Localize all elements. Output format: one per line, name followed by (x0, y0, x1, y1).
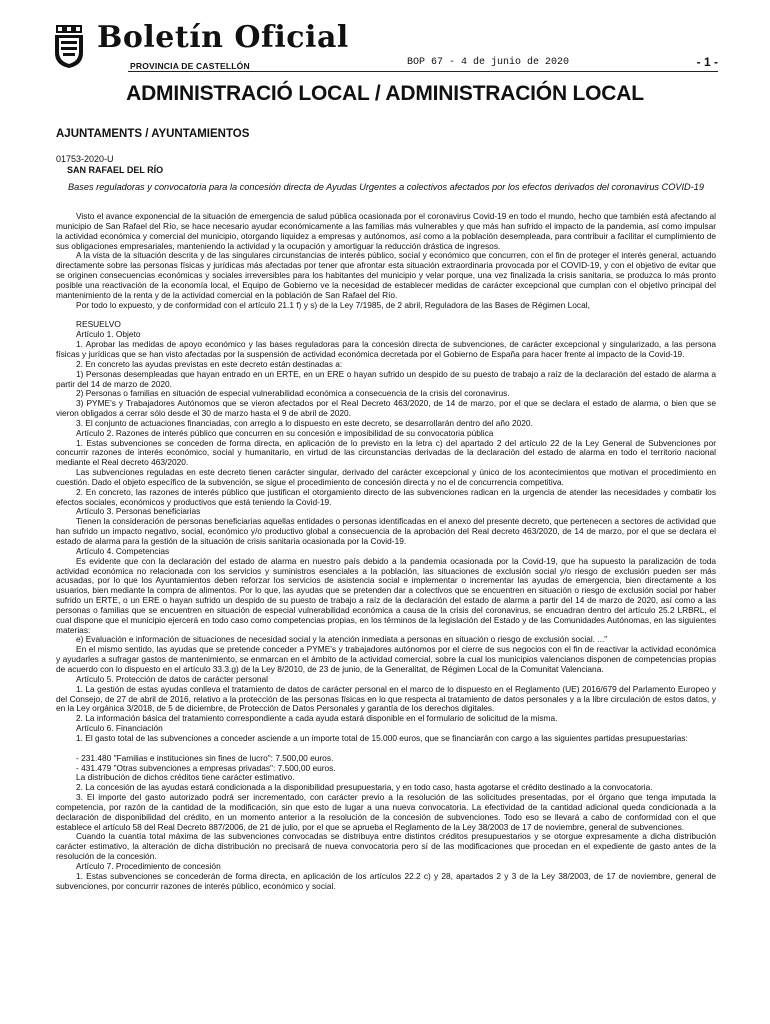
section-title: ADMINISTRACIÓ LOCAL / ADMINISTRACIÓN LOCAL (126, 82, 644, 105)
paragraph: 1. La gestión de estas ayudas conlleva el tratamiento de datos de carácter personal en el marco de lo dispuesto en el Reglamento (UE) 2016/679 del Parlamento Europeo y del Consejo, de 27 de abril de 2016, relativo a la protección de las personas físicas en lo que respecta al tratamiento de datos personales y a la libre circulación de estos datos, y en la Ley orgánica 3/2018, de 5 de diciembre, de Protección de Datos Personales y garantía de los derechos digitales. (56, 683, 716, 714)
page-number: - 1 - (696, 55, 718, 69)
paragraph: 1. El gasto total de las subvenciones a conceder asciende a un importe total de 15.000 euros, que se financiarán con cargo a las siguientes partidas presupuestarias: (76, 732, 688, 743)
announcement-subject: Bases reguladoras y convocatoria para la concesión directa de Ayudas Urgentes a colectivos afectados por los efectos derivados del coronavirus COVID-19 (68, 182, 704, 192)
town-name: SAN RAFAEL DEL RÍO (67, 165, 164, 175)
paragraph: 2. En concreto, las razones de interés público que justifican el otorgamiento directo de las subvenciones radican en la urgencia de atender las necesidades y combatir los efectos sociales, económicos y productivos que está teniendo la Covid-19. (56, 486, 716, 507)
paragraph: 2. La información básica del tratamiento correspondiente a cada ayuda estará disponible en el formulario de solicitud de la misma. (76, 713, 558, 724)
paragraph: 3. El conjunto de actuaciones financiadas, con arreglo a lo dispuesto en este decreto, se desarrollarán dentro del año 2020. (76, 417, 533, 428)
masthead-title: Boletín Oficial (97, 20, 349, 55)
article-heading: Artículo 5. Protección de datos de carácter personal (76, 673, 269, 684)
reference-number: 01753-2020-U (56, 154, 114, 164)
article-heading: Artículo 6. Financiación (76, 723, 163, 734)
subsection-title: AJUNTAMENTS / AYUNTAMIENTOS (56, 128, 250, 140)
paragraph: Por todo lo expuesto, y de conformidad con el artículo 21.1 f) y s) de la Ley 7/1985, de 2 abril, Reguladora de las Bases de Régimen Local, (76, 299, 590, 310)
list-item: 2) Personas o familias en situación de especial vulnerabilidad económica a consecuencia de la crisis del coronavirus. (76, 388, 510, 399)
paragraph: A la vista de la situación descrita y de las singulares circunstancias de interés público, social y económico que concurren, con el fin de proteger el interés general, actuando directamente sobre las personas físicas y jurídicas más afectadas por tener que afrontar esta situación extraordinaria provocada por el COVID-19, y con el objetivo de evitar que se originen consecuencias económicas y sociales irreversibles para los habitantes del municipio y velar porque, una vez finalizada la crisis sanitaria, se produzca lo más pronto posible una reactivación de la economía local, el Equipo de Gobierno ve la necesidad de establecer medidas de carácter excepcional que cumplan con el objetivo principal del mantenimiento de la renta y de la actividad comercial en la población de San Rafael del Río. (56, 250, 716, 300)
paragraph: e) Evaluación e información de situaciones de necesidad social y la atención inmediata a personas en situación o riesgo de exclusión social. ..." (76, 634, 608, 645)
article-heading: Artículo 1. Objeto (76, 329, 141, 340)
paragraph: 1. Estas subvenciones se concederán de forma directa, en aplicación de los artículos 22.2 c) y 28, apartados 2 y 3 de la Ley 38/2003, de 17 de noviembre, general de subvenciones, por concurrir razones de interés público, económico y social. (56, 870, 716, 891)
paragraph: 2. En concreto las ayudas previstas en este decreto están destinadas a: (76, 358, 343, 369)
bop-issue-date: BOP 67 - 4 de junio de 2020 (407, 57, 570, 68)
list-item: - 431.479 "Otras subvenciones a empresas privadas": 7.500,00 euros. (76, 762, 336, 773)
paragraph: 1. Estas subvenciones se conceden de forma directa, en aplicación de lo previsto en la letra c) del apartado 2 del artículo 22 de la Ley General de Subvenciones por concurrir razones de interés económico, social y humanitario, en virtud de las circunstancias derivadas de la declaración del estado de alarma en todo el territorio nacional mediante el Real decreto 463/2020. (56, 437, 716, 468)
paragraph: Tienen la consideración de personas beneficiarias aquellas entidades o personas identificadas en el anexo del presente decreto, que pertenecen a sectores de actividad que han sufrido un impacto negativo, social, económico y/o productivo global a consecuencia de la aprobación del Real decreto 463/2020, de 14 de marzo, por el que se declara el estado de alarma para la gestión de la situación de crisis sanitaria ocasionada por la Covid-19. (56, 516, 716, 546)
paragraph: La distribución de dichos créditos tiene carácter estimativo. (76, 772, 295, 783)
article-heading: Artículo 7. Procedimiento de concesión (76, 861, 221, 871)
paragraph: Es evidente que con la declaración del estado de alarma en nuestro país debido a la pandemia ocasionada por la Covid-19, que ha supuesto la paralización de toda actividad económica no relacionada con los servicios y suministros esenciales a la población, las situaciones de exclusión social y/o riesgo de exclusión pueden ser más acusadas, por lo que los Ayuntamientos deben reforzar los servicios de asistencia social e implementar o incrementar las ayudas de emergencia, bien directamente a los usuarios, bien mediante la compra de alimentos. Por lo que, las ayudas que se pretenden dar a colectivos que se encuentren en situación o riesgo de exclusión social por haber sufrido un ERTE, o un ERE o hayan sufrido un despido de su puesto de trabajo a raíz de la declaración del estado de alarma a partir del 14 de marzo de 2020, así como a las personas o familias que se encuentren en situación de especial vulnerabilidad económica a causa de la crisis del coronavirus, se encuadran dentro del artículo 25.2 LRBRL, el cual dispone que el municipio ejercerá en todo caso como competencias propias, en los términos de la legislación del Estado y de las Comunidades Autónomas, en las siguientes materias: (56, 555, 716, 635)
coat-of-arms-icon (52, 23, 86, 69)
article-heading: Artículo 3. Personas beneficiarias (76, 506, 201, 517)
paragraph: RESUELVO (76, 319, 121, 330)
paragraph: Visto el avance exponencial de la situación de emergencia de salud pública ocasionada por el coronavirus Covid-19 en todo el mundo, hecho que también está afectando al municipio de San Rafael del Río, se hace necesario ayudar económicamente a las familias más vulnerables y que más han sufrido el impacto de la pandemia, así como impulsar la actividad económica y comercial del municipio, otorgando liquidez a empresas y autónomos, así como a la población desempleada, para contribuir a facilitar el cumplimiento de sus obligaciones empresariales, manteniendo la actividad y la ocupación y amortiguar la reducción drástica de ingresos. (56, 211, 716, 251)
article-heading: Artículo 2. Razones de interés público que concurren en su concesión e imposibilidad de su convocatoria pública (76, 427, 494, 438)
bop-header (52, 20, 718, 72)
announcement-reference (56, 154, 163, 176)
paragraph: 1. Aprobar las medidas de apoyo económico y las bases reguladoras para la concesión directa de subvenciones, de carácter excepcional y singularizado, a las persona físicas y jurídicas que se han visto afectadas por la suspensión de actividad económica decretada por el Gobierno de España para hacer frente al impacto de la Covid-19. (56, 339, 716, 359)
article-heading: Artículo 4. Competencias (76, 545, 170, 556)
paragraph: 2. La concesión de las ayudas estará condicionada a la disponibilidad presupuestaria, y en todo caso, hasta agotarse el crédito destinado a la convocatoria. (76, 782, 653, 793)
list-item: - 231.480 "Familias e instituciones sin fines de lucro": 7.500,00 euros. (76, 752, 334, 763)
paragraph: En el mismo sentido, las ayudas que se pretende conceder a PYME's y trabajadores autónomos por el cierre de sus negocios con el fin de reactivar la actividad económica y ayudarles a sufragar gastos de mantenimiento, se enmarcan en el ámbito de la actividad comercial, sobre la cual los municipios valencianos disponen de competencias propias de acuerdo con lo dispuesto en el artículo 33.3.g) de la Ley 8/2010, de 23 de junio, de la Generalitat, de Régimen Local de la Comunitat Valenciana. (56, 644, 716, 674)
announcement-body (56, 212, 716, 892)
paragraph: Cuando la cuantía total máxima de las subvenciones convocadas se distribuya entre distintos créditos presupuestarios y se otorgue expresamente a dicha distribución carácter estimativo, la alteración de dicha distribución no precisará de nueva convocatoria pero sí de las modificaciones que procedan en el expediente de gasto antes de la resolución de la concesión. (56, 831, 716, 862)
header-rule (128, 71, 718, 72)
list-item: 3) PYME's y Trabajadores Autónomos que se vieron afectados por el Real Decreto 463/2020, de 14 de marzo, por el que se declara el estado de alarma, o bien que se vieron obligados a cerrar sólo desde el 30 de marzo hasta el 9 de abril de 2020. (56, 398, 716, 419)
paragraph: Las subvenciones reguladas en este decreto tienen carácter singular, derivado del carácter excepcional y único de los acontecimientos que motivan el procedimiento en cuestión. Dado el objeto específico de la subvención, se sigue el procedimiento de concesión directa y no el de concurrencia competitiva. (56, 467, 716, 487)
paragraph: 3. El importe del gasto autorizado podrá ser incrementado, con carácter previo a la resolución de las solicitudes presentadas, por el órgano que tenga imputada la competencia, por razón de la cantidad de la modificación, sin que esto de lugar a una nueva convocatoria. La efectividad de la cantidad adicional queda condicionada a la declaración de disponibilidad del crédito, en un momento anterior a la resolución de la concesión de subvenciones. Todo eso se llevará a cabo de conformidad con el que establece el artículo 58 del Real Decreto 887/2006, de 21 de julio, por el que se aprueba el Reglamento de la Ley 38/2003 de 17 de noviembre, general de subvenciones. (56, 792, 716, 832)
province-label: PROVINCIA DE CASTELLÓN (130, 61, 250, 71)
list-item: 1) Personas desempleadas que hayan entrado en un ERTE, en un ERE o hayan sufrido un despido de su puesto de trabajo a raíz de la declaración del estado de alarma a partir del 14 de marzo de 2020. (56, 368, 716, 389)
